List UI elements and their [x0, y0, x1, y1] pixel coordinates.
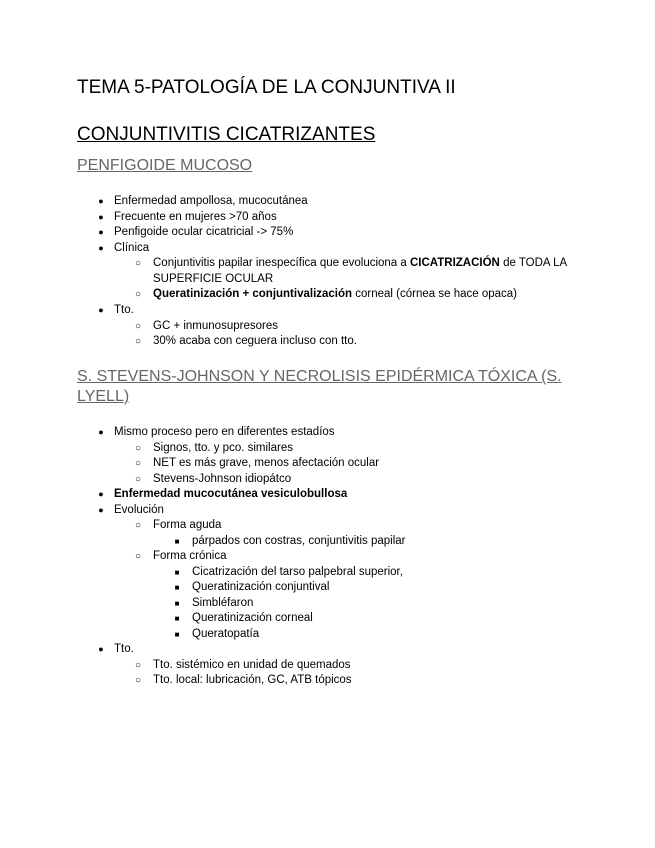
section-heading: CONJUNTIVITIS CICATRIZANTES [77, 124, 376, 145]
bullet-circle-icon: ○ [134, 458, 142, 469]
bullet-disc-icon: ● [98, 211, 104, 222]
text-run: Conjuntivitis papilar inespecífica que evoluciona a [153, 257, 410, 269]
list-item-text: Queratopatía [192, 627, 260, 640]
bullet-square-icon: ■ [174, 614, 180, 623]
list-item-text: Evolución [114, 503, 164, 516]
bullet-circle-icon: ○ [134, 336, 142, 347]
list-item-text: Queratinización conjuntival [192, 581, 330, 593]
bullet-square-icon: ■ [174, 536, 180, 546]
list-item-text: Stevens-Johnson idiopátco [153, 472, 292, 485]
list-item-text: Tto. [114, 304, 134, 316]
list-item-text [153, 256, 573, 287]
list-item-text: Enfermedad mucocutánea vesiculobullosa [114, 488, 348, 500]
list-item-text: Mismo proceso pero en diferentes estadíos [114, 426, 335, 438]
bullet-square-icon: ■ [174, 598, 180, 608]
bullet-disc-icon: ● [98, 227, 104, 237]
list-item-text: Tto. [114, 643, 134, 655]
bold-text-run: CICATRIZACIÓN [410, 257, 500, 269]
bullet-circle-icon: ○ [134, 551, 142, 562]
bullet-circle-icon: ○ [134, 675, 142, 686]
bullet-disc-icon: ● [98, 504, 104, 515]
list-item-text: Simbléfaron [192, 596, 254, 609]
list-item-text: GC + inmunosupresores [153, 319, 278, 332]
list-item-text: 30% acaba con ceguera incluso con tto. [153, 335, 357, 347]
list-item-text: Cicatrización del tarso palpebral superior, [192, 565, 403, 578]
bullet-circle-icon: ○ [134, 659, 142, 671]
bold-text-run: Queratinización + conjuntivalización [153, 288, 353, 300]
list-item-text: Signos, tto. y pco. similares [153, 441, 293, 454]
list-item-text: Tto. local: lubricación, GC, ATB tópicos [153, 674, 352, 686]
bullet-disc-icon: ● [98, 427, 104, 437]
list-item-text: Forma crónica [153, 550, 227, 562]
list-item-text: Frecuente en mujeres >70 años [114, 210, 277, 223]
list-item-text [153, 287, 517, 303]
bullet-square-icon: ■ [174, 567, 180, 577]
text-run: corneal (córnea se hace opaca) [352, 288, 517, 300]
list-item-text: Tto. sistémico en unidad de quemados [153, 658, 351, 671]
bullet-disc-icon: ● [98, 489, 104, 499]
list-item-text: Enfermedad ampollosa, mucocutánea [114, 195, 308, 207]
bullet-square-icon: ■ [174, 629, 180, 639]
list-item-text: párpados con costras, conjuntivitis papilar [192, 534, 406, 547]
list-item-text: NET es más grave, menos afectación ocular [153, 457, 380, 469]
bullet-circle-icon: ○ [134, 442, 142, 454]
subsection-heading-stevens-johnson: S. STEVENS-JOHNSON Y NECROLISIS EPIDÉRMICA TÓXICA (S. LYELL) [77, 368, 562, 405]
bullet-square-icon: ■ [174, 583, 180, 592]
document-title: TEMA 5-PATOLOGÍA DE LA CONJUNTIVA II [77, 77, 456, 98]
bullet-disc-icon: ● [98, 644, 104, 654]
bullet-circle-icon: ○ [134, 289, 142, 300]
text-run: de TODA LA SUPERFICIE OCULAR [153, 257, 567, 285]
bullet-circle-icon: ○ [134, 473, 142, 485]
bullet-circle-icon: ○ [134, 320, 142, 332]
list-item-text: Clínica [114, 241, 150, 254]
subsection-heading-penfigoide: PENFIGOIDE MUCOSO [77, 157, 253, 174]
list-item-text: Forma aguda [153, 519, 222, 531]
bullet-disc-icon: ● [98, 196, 104, 206]
bullet-circle-icon: ○ [134, 520, 142, 531]
bullet-disc-icon: ● [98, 305, 104, 315]
list-item-text: Penfigoide ocular cicatricial -> 75% [114, 226, 294, 238]
bullet-circle-icon: ○ [134, 258, 142, 269]
bullet-disc-icon: ● [98, 242, 104, 253]
list-item-text: Queratinización corneal [192, 612, 313, 624]
